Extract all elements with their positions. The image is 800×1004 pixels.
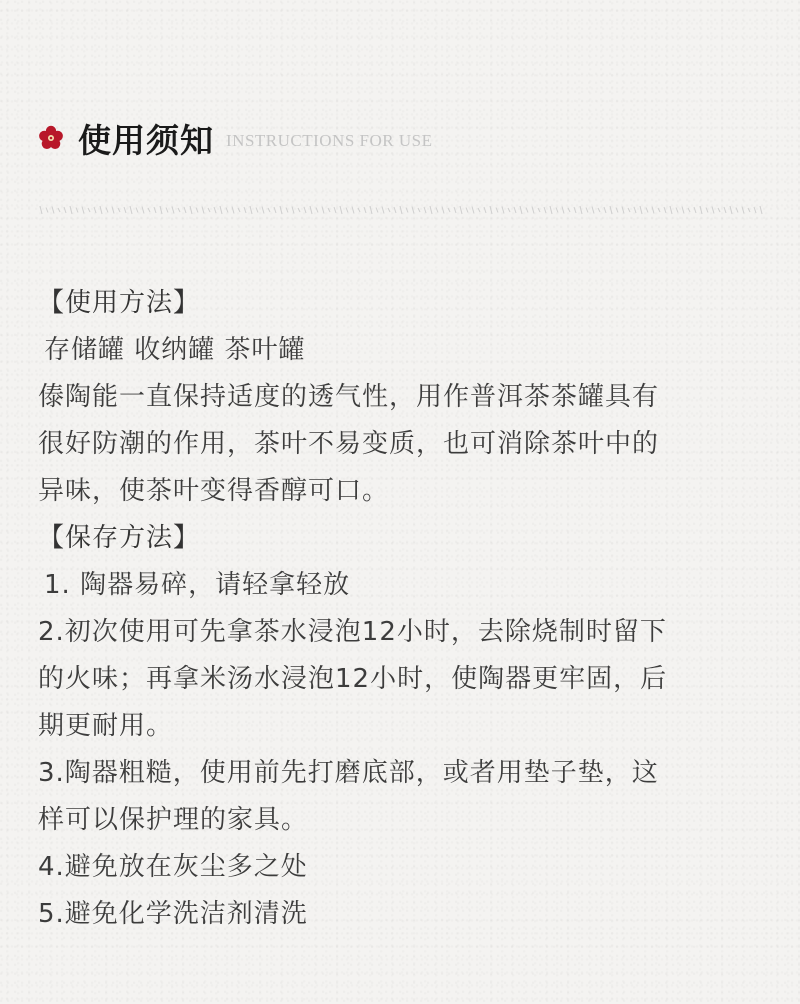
page-title: 使用须知 bbox=[78, 120, 214, 160]
storage-line: 的火味；再拿米汤水浸泡12小时，使陶器更牢固，后 bbox=[38, 664, 668, 694]
page-header bbox=[38, 112, 432, 164]
instructions-content bbox=[38, 280, 778, 938]
storage-line: 5.避免化学洗洁剂清洗 bbox=[38, 899, 308, 929]
storage-line: 期更耐用。 bbox=[38, 711, 174, 741]
storage-line: 样可以保护理的家具。 bbox=[38, 805, 309, 835]
storage-line: 1. 陶器易碎，请轻拿轻放 bbox=[44, 570, 351, 600]
usage-line: 异味，使茶叶变得香醇可口。 bbox=[38, 476, 390, 506]
decorative-divider bbox=[38, 202, 764, 218]
storage-heading: 【保存方法】 bbox=[38, 523, 201, 553]
page-subtitle: INSTRUCTIONS FOR USE bbox=[226, 131, 433, 150]
usage-line: 存储罐 收纳罐 茶叶罐 bbox=[44, 335, 306, 365]
storage-line: 4.避免放在灰尘多之处 bbox=[38, 852, 308, 882]
usage-heading: 【使用方法】 bbox=[38, 288, 201, 318]
usage-line: 傣陶能一直保持适度的透气性，用作普洱茶茶罐具有 bbox=[38, 382, 660, 412]
usage-line: 很好防潮的作用，茶叶不易变质，也可消除茶叶中的 bbox=[38, 429, 660, 459]
storage-line: 3.陶器粗糙，使用前先打磨底部，或者用垫子垫，这 bbox=[38, 758, 659, 788]
storage-line: 2.初次使用可先拿茶水浸泡12小时，去除烧制时留下 bbox=[38, 617, 667, 647]
plum-blossom-icon bbox=[38, 125, 64, 151]
